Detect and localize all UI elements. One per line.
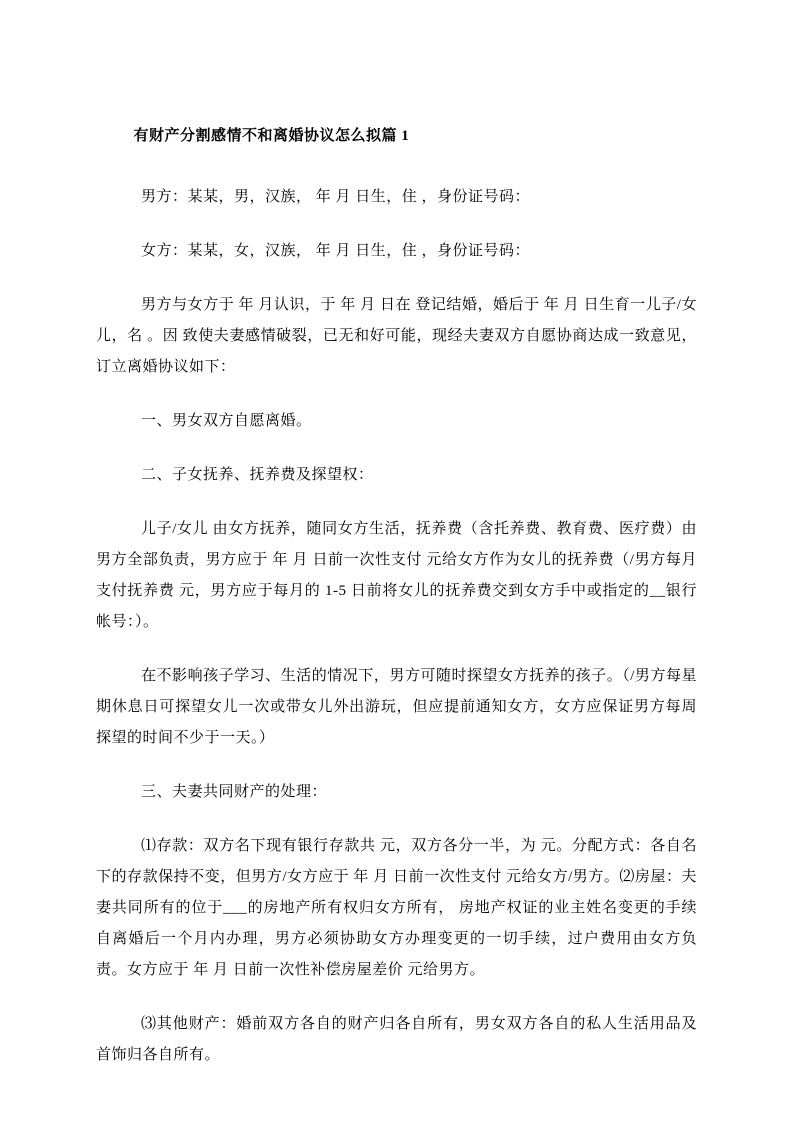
- paragraph-clause-3-heading: 三、夫妻共同财产的处理：: [141, 784, 328, 800]
- paragraph-preamble: 男方与女方于 年 月认识，于 年 月 日在 登记结婚，婚后于 年 月 日生育一儿子/女儿，名 。因 致使夫妻感情破裂，已无和好可能，现经夫妻双方自愿协商达成一致意见，订立离婚协议如下：: [96, 297, 697, 375]
- paragraph-clause-2-heading: 二、子女抚养、抚养费及探望权：: [141, 467, 374, 483]
- paragraph-party-man: 男方：某某，男，汉族， 年 月 日生，住 ，身份证号码：: [141, 189, 531, 205]
- paragraph-visitation: 在不影响孩子学习、生活的情况下，男方可随时探望女方抚养的孩子。（/男方每星期休息日可探望女儿一次或带女儿外出游玩，但应提前通知女方，女方应保证男方每周探望的时间不少于一天。）: [96, 668, 697, 746]
- paragraph-clause-1: 一、男女双方自愿离婚。: [141, 413, 312, 429]
- paragraph-custody: 儿子/女儿 由女方抚养，随同女方生活，抚养费（含托养费、教育费、医疗费）由男方全部负责，男方应于 年 月 日前一次性支付 元给女方作为女儿的抚养费（/男方每月支付抚养费 元，男方应于每月的 1-5 日前将女儿的抚养费交到女方手中或指定的__银行帐号：）。: [96, 521, 697, 630]
- paragraph-other-property: ⑶其他财产：婚前双方各自的财产归各自所有，男女双方各自的私人生活用品及首饰归各自所有。: [96, 1016, 697, 1063]
- paragraph-party-woman: 女方：某某，女，汉族， 年 月 日生，住 ，身份证号码：: [141, 243, 531, 259]
- paragraph-property-division: ⑴存款：双方名下现有银行存款共 元，双方各分一半，为 元。分配方式：各自名下的存款保持不变，但男方/女方应于 年 月 日前一次性支付 元给女方/男方。⑵房屋：夫妻共同所有的位于___的房地产所有权归女方所有， 房地产权证的业主姓名变更的手续自离婚后一个月内办理，男方必须协助女方办理变更的一切手续，过户费用由女方负责。女方应于 年 月 日前一次性补偿房屋差价 元给男方。: [96, 838, 697, 978]
- document-title: 有财产分割感情不和离婚协议怎么拟篇 1: [133, 128, 410, 144]
